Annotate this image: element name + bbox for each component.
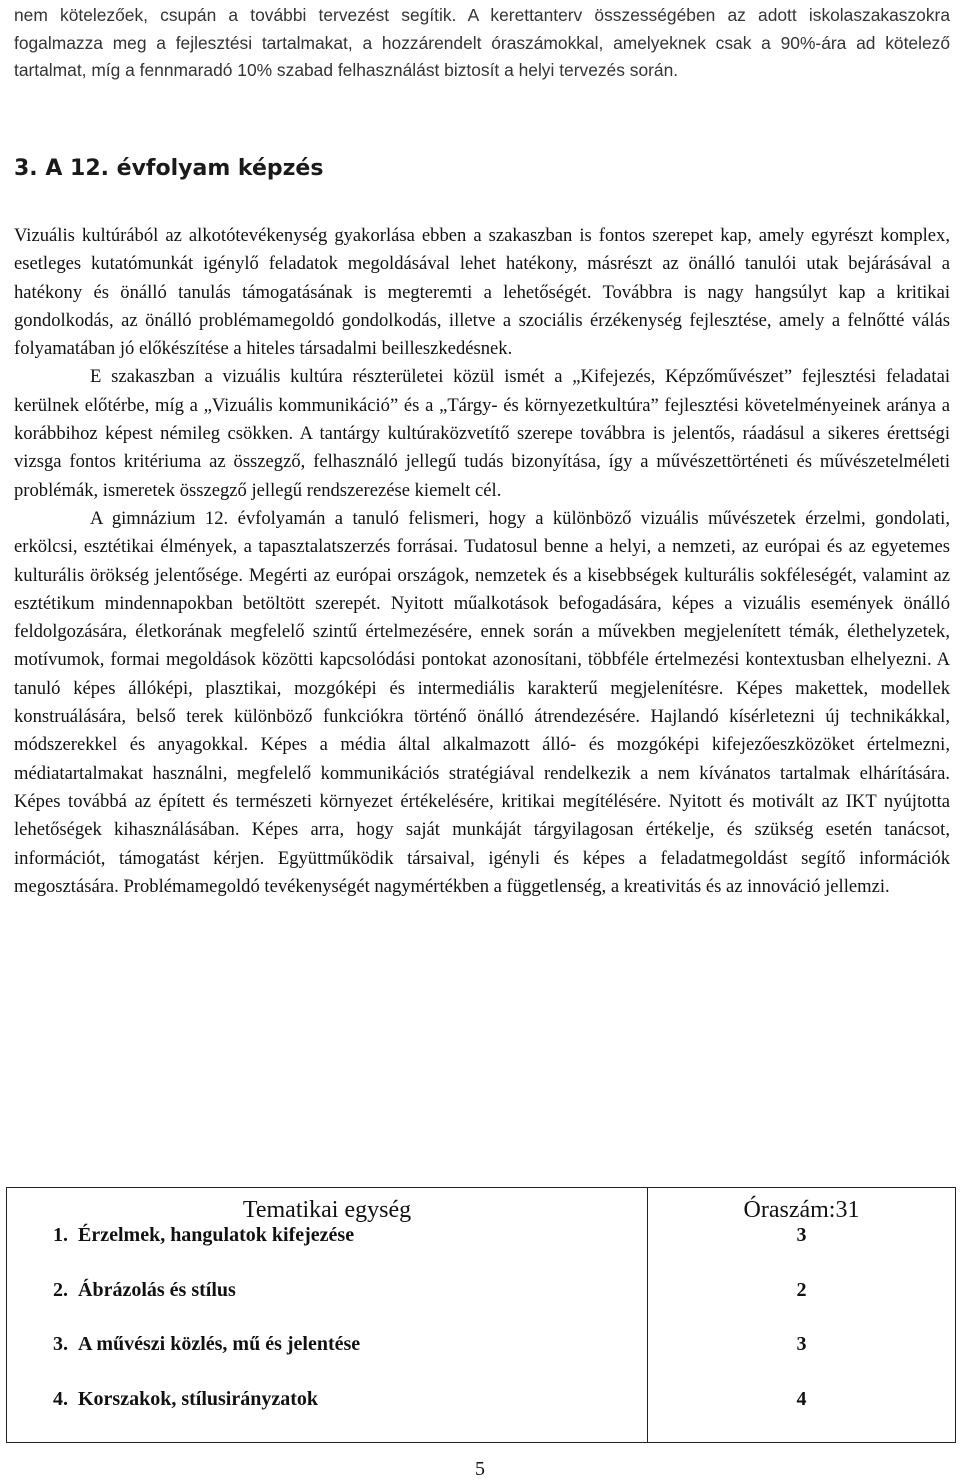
unit-hours: 2 — [648, 1279, 956, 1334]
unit-name — [7, 1388, 648, 1443]
section-heading: 3. A 12. évfolyam képzés — [14, 156, 324, 181]
paragraph-3: A gimnázium 12. évfolyamán a tanuló felismeri, hogy a különböző vizuális művészetek érzelmi, gondolati, erkölcsi, esztétikai élmények, a tapasztalatszerzés forrásai. Tudatosul benne a helyi, a nemzeti, az európai és az egyetemes kulturális örökség jelentősége. Megérti az európai országok, nemzetek és a kisebbségek kulturális sokféleségét, valamint az esztétikum mindennapokban betöltött szerepét. Nyitott műalkotások befogadására, képes a vizuális események önálló feldolgozására, életkorának megfelelő szintű értelmezésére, ennek során a művekben megjelenített témák, élethelyzetek, motívumok, formai megoldások közötti kapcsolódási pontokat azonosítani, többféle értelmezési kontextusban elhelyezni. A tanuló képes állóképi, plasztikai, mozgóképi és intermediális karakterű megjelenítésre. Képes makettek, modellek konstruálására, belső terek különböző funkciókra történő önálló átrendezésére. Hajlandó kísérletezni új technikákkal, módszerekkel és anyagokkal. Képes a média által alkalmazott álló- és mozgóképi kifejezőeszközöket értelmezni, médiatartalmakat használni, megfelelő kommunikációs stratégiával rendelkezik a nem kívánatos tartalmak elhárítására. Képes továbbá az épített és természeti környezet értékelésére, kritikai megítélésére. Nyitott és motivált az IKT nyújtotta lehetőségek kihasználásában. Képes arra, hogy saját munkáját tárgyilagosan értékelje, és szükség esetén tanácsot, információt, támogatást kérjen. Együttműködik társaival, igényli és képes a feladatmegoldást segítő információk megosztására. Problémamegoldó tevékenységét nagymértékben a függetlenség, a kreativitás és az innováció jellemzi. — [14, 507, 950, 897]
table-row — [7, 1279, 956, 1334]
table-row — [7, 1388, 956, 1443]
unit-hours: 3 — [648, 1333, 956, 1388]
table-row — [7, 1224, 956, 1279]
unit-title: A művészi közlés, mű és jelentése — [78, 1333, 361, 1355]
table-header-row — [7, 1188, 956, 1225]
page-number: 5 — [475, 1458, 485, 1480]
intro-paragraph: nem kötelezőek, csupán a további tervezést segítik. A kerettanterv összességében az adott iskolaszakaszokra fogalmazza meg a fejlesztési tartalmakat, a hozzárendelt óraszámokkal, amelyeknek csak a 90%-ára ad kötelező tartalmat, míg a fennmaradó 10% szabad felhasználást biztosít a helyi tervezés során. — [14, 5, 950, 81]
unit-title: Ábrázolás és stílus — [78, 1278, 236, 1301]
unit-number: 1. — [53, 1224, 68, 1246]
paragraph-1: Vizuális kultúrából az alkotótevékenység gyakorlása ebben a szakaszban is fontos szerepet kap, amely egyrészt komplex, esetleges kutatómunkát igénylő feladatok megoldásával lehet hatékony, másrészt az önálló tanulói utak bejárásával a hatékony és önálló tanulás támogatásának is megteremti a lehetőségét. Továbbra is nagy hangsúlyt kap a kritikai gondolkodás, az önálló problémamegoldó gondolkodás, illetve a szociális érzékenység fejlesztése, amely a felnőtté válás folyamatában jó előkészítése a hiteles társadalmi beilleszkedésnek. — [14, 225, 950, 360]
body-text — [14, 222, 950, 901]
unit-hours: 4 — [648, 1388, 956, 1443]
unit-number: 2. — [53, 1278, 68, 1301]
table-row — [7, 1333, 956, 1388]
unit-hours: 3 — [648, 1224, 956, 1279]
unit-title: Érzelmek, hangulatok kifejezése — [78, 1224, 355, 1246]
paragraph-2: E szakaszban a vizuális kultúra részterületei közül ismét a „Kifejezés, Képzőművészet” fejlesztési feladatai kerülnek előtérbe, míg a „Vizuális kommunikáció” és a „Tárgy- és környezetkultúra” fejlesztési követelményeinek aránya a korábbihoz képest némileg csökken. A tantárgy kultúraközvetítő szerepe továbbra is jelentős, ráadásul a sikeres érettségi vizsga fontos kritériuma az összegző, felhasználó jellegű tudás bizonyítása, így a művészettörténeti és művészetelméleti problémák, ismeretek összegző jellegű rendszerezése kiemelt cél. — [14, 366, 950, 501]
unit-number: 4. — [53, 1387, 68, 1410]
unit-number: 3. — [53, 1333, 68, 1355]
unit-name — [7, 1279, 648, 1334]
header-hours: Óraszám:31 — [648, 1188, 956, 1225]
thematic-units-table — [6, 1187, 956, 1443]
unit-title: Korszakok, stílusirányzatok — [78, 1387, 319, 1410]
unit-name — [7, 1333, 648, 1388]
unit-name — [7, 1224, 648, 1279]
header-unit: Tematikai egység — [7, 1188, 648, 1225]
